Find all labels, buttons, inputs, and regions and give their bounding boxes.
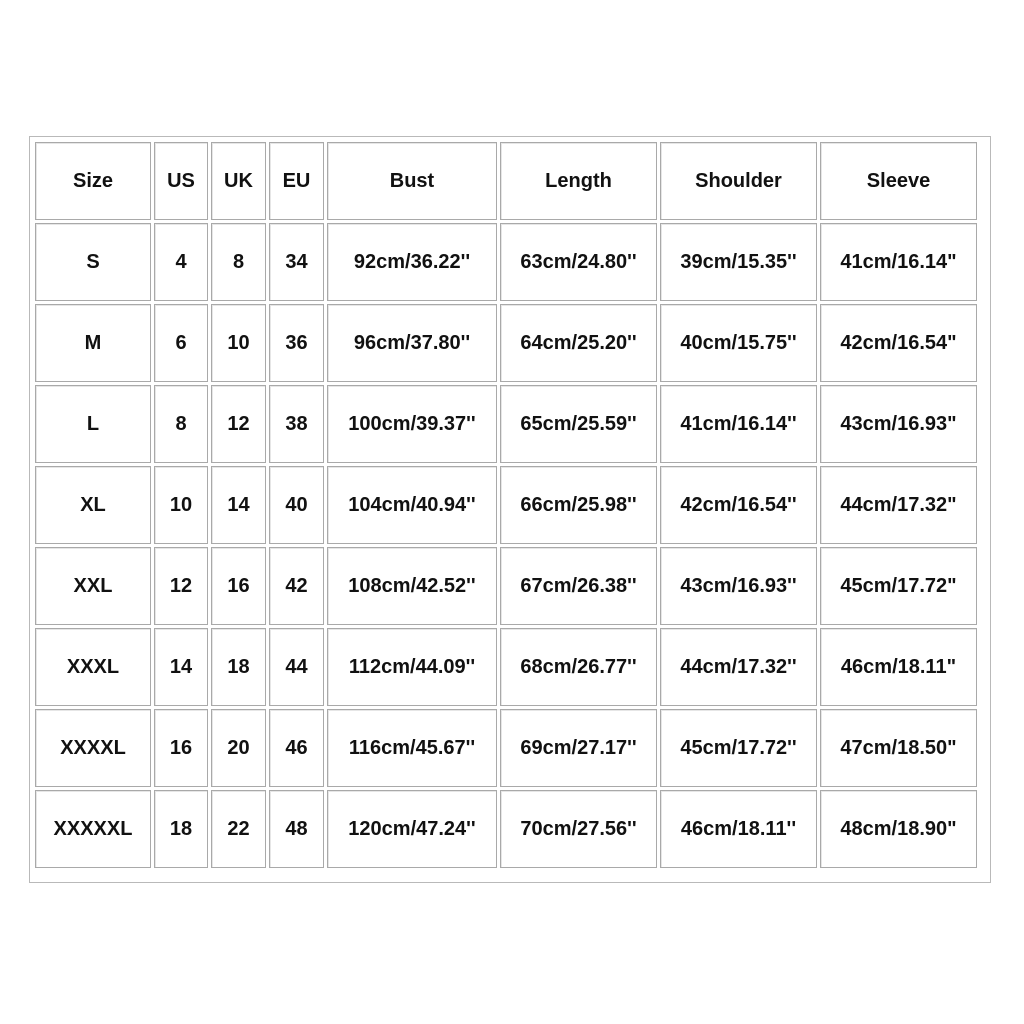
uk-cell: 18 — [211, 628, 266, 706]
bust-cell: 92cm/36.22'' — [327, 223, 497, 301]
eu-cell: 40 — [269, 466, 324, 544]
us-cell: 10 — [154, 466, 208, 544]
uk-cell: 8 — [211, 223, 266, 301]
eu-cell: 34 — [269, 223, 324, 301]
size-cell: L — [35, 385, 151, 463]
sleeve-cell: 46cm/18.11" — [820, 628, 977, 706]
bust-cell: 104cm/40.94'' — [327, 466, 497, 544]
table-row — [35, 385, 977, 463]
table-row — [35, 223, 977, 301]
length-cell: 67cm/26.38'' — [500, 547, 657, 625]
size-cell: XXL — [35, 547, 151, 625]
shoulder-cell: 39cm/15.35'' — [660, 223, 817, 301]
bust-cell: 108cm/42.52'' — [327, 547, 497, 625]
sleeve-cell: 42cm/16.54" — [820, 304, 977, 382]
bust-cell: 96cm/37.80'' — [327, 304, 497, 382]
length-cell: 64cm/25.20'' — [500, 304, 657, 382]
shoulder-cell: 44cm/17.32'' — [660, 628, 817, 706]
us-cell: 4 — [154, 223, 208, 301]
shoulder-cell: 41cm/16.14'' — [660, 385, 817, 463]
table-row — [35, 790, 977, 868]
shoulder-cell: 42cm/16.54'' — [660, 466, 817, 544]
size-table — [32, 139, 980, 871]
length-cell: 63cm/24.80'' — [500, 223, 657, 301]
header-us: US — [154, 142, 208, 220]
sleeve-cell: 41cm/16.14" — [820, 223, 977, 301]
eu-cell: 46 — [269, 709, 324, 787]
sleeve-cell: 43cm/16.93" — [820, 385, 977, 463]
sleeve-cell: 44cm/17.32" — [820, 466, 977, 544]
header-row — [35, 142, 977, 220]
size-cell: XL — [35, 466, 151, 544]
size-cell: S — [35, 223, 151, 301]
us-cell: 6 — [154, 304, 208, 382]
size-chart — [29, 136, 991, 883]
sleeve-cell: 45cm/17.72" — [820, 547, 977, 625]
bust-cell: 120cm/47.24'' — [327, 790, 497, 868]
table-row — [35, 709, 977, 787]
table-row — [35, 547, 977, 625]
length-cell: 65cm/25.59'' — [500, 385, 657, 463]
eu-cell: 36 — [269, 304, 324, 382]
header-eu: EU — [269, 142, 324, 220]
bust-cell: 112cm/44.09'' — [327, 628, 497, 706]
length-cell: 66cm/25.98'' — [500, 466, 657, 544]
uk-cell: 16 — [211, 547, 266, 625]
uk-cell: 20 — [211, 709, 266, 787]
shoulder-cell: 45cm/17.72'' — [660, 709, 817, 787]
eu-cell: 44 — [269, 628, 324, 706]
header-length: Length — [500, 142, 657, 220]
us-cell: 12 — [154, 547, 208, 625]
header-shoulder: Shoulder — [660, 142, 817, 220]
size-cell: XXXXL — [35, 709, 151, 787]
uk-cell: 10 — [211, 304, 266, 382]
eu-cell: 38 — [269, 385, 324, 463]
table-row — [35, 304, 977, 382]
header-uk: UK — [211, 142, 266, 220]
length-cell: 69cm/27.17'' — [500, 709, 657, 787]
bust-cell: 116cm/45.67'' — [327, 709, 497, 787]
eu-cell: 48 — [269, 790, 324, 868]
uk-cell: 12 — [211, 385, 266, 463]
us-cell: 8 — [154, 385, 208, 463]
shoulder-cell: 43cm/16.93'' — [660, 547, 817, 625]
size-cell: M — [35, 304, 151, 382]
us-cell: 16 — [154, 709, 208, 787]
size-cell: XXXXXL — [35, 790, 151, 868]
shoulder-cell: 46cm/18.11'' — [660, 790, 817, 868]
length-cell: 70cm/27.56'' — [500, 790, 657, 868]
us-cell: 14 — [154, 628, 208, 706]
header-size: Size — [35, 142, 151, 220]
header-bust: Bust — [327, 142, 497, 220]
uk-cell: 22 — [211, 790, 266, 868]
sleeve-cell: 48cm/18.90" — [820, 790, 977, 868]
sleeve-cell: 47cm/18.50" — [820, 709, 977, 787]
uk-cell: 14 — [211, 466, 266, 544]
eu-cell: 42 — [269, 547, 324, 625]
table-row — [35, 466, 977, 544]
us-cell: 18 — [154, 790, 208, 868]
length-cell: 68cm/26.77'' — [500, 628, 657, 706]
table-row — [35, 628, 977, 706]
header-sleeve: Sleeve — [820, 142, 977, 220]
size-cell: XXXL — [35, 628, 151, 706]
shoulder-cell: 40cm/15.75'' — [660, 304, 817, 382]
bust-cell: 100cm/39.37'' — [327, 385, 497, 463]
